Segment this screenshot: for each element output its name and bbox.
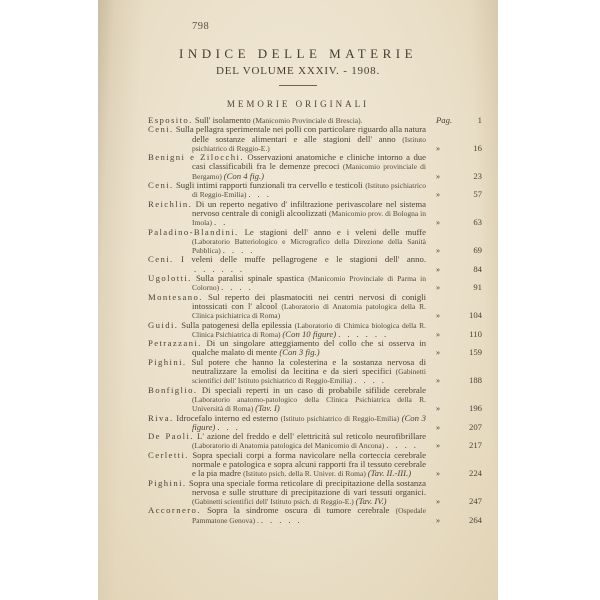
entry-author: Montesano. — [148, 291, 203, 302]
toc-entry — [148, 451, 482, 479]
entry-segment-dots: ...... — [194, 263, 250, 274]
entry-segment-normal: L' azione del freddo e dell' elettricità sul reticolo neurofibrillare — [193, 431, 426, 442]
entry-title-text — [192, 385, 426, 414]
entry-title-text — [192, 338, 426, 357]
entry-ref-column — [436, 153, 482, 181]
entry-ref-column — [436, 358, 482, 386]
entry-segment-small: (Istituto psichiatrico di Reggio-E.) — [192, 134, 426, 153]
entry-segment-small: (Istituto psichiatrico di Reggio-Emilia) — [280, 413, 402, 423]
entry-page-number: 23 — [473, 170, 482, 181]
page-number: 798 — [192, 21, 210, 32]
entry-text — [148, 432, 426, 451]
entry-segment-normal: Osservazioni anatomiche e cliniche intorno a due casi classificabili fra le demenze precoci — [192, 152, 426, 172]
entry-ref-column — [436, 506, 482, 525]
entry-text — [148, 321, 426, 340]
entry-segment-small: (Laboratorio di Chimica biologica della R. Clinica Psichiatrica di Roma) — [192, 320, 426, 339]
entry-page-number: 69 — [473, 245, 482, 256]
entry-ref-column — [436, 451, 482, 479]
entry-ref-column — [436, 200, 482, 228]
entry-author: Riva. — [148, 412, 174, 423]
entry-page-number: 16 — [473, 142, 482, 153]
divider-rule — [279, 85, 317, 86]
entry-text — [148, 181, 426, 200]
entry-title-text — [192, 273, 426, 292]
entry-segment-small: (Manicomio prov. di Bologna in Imola) — [192, 208, 426, 228]
toc-entry — [148, 255, 482, 274]
entry-segment-dots: .... — [221, 282, 258, 293]
entry-segment-italic: (Con 4 fig.) — [223, 170, 265, 181]
entry-text — [148, 200, 426, 228]
entry-ref-mark: » — [436, 329, 440, 339]
index-title: INDICE DELLE MATERIE — [178, 46, 418, 61]
entry-page-number: 247 — [468, 496, 482, 507]
entry-ref-mark: Pag. — [436, 115, 453, 125]
entry-segment-italic: (Con 3 fig.) — [279, 347, 320, 358]
entry-page-number: 104 — [468, 310, 482, 321]
entry-segment-dots: ... — [217, 421, 245, 432]
entry-author: Esposito. — [148, 115, 193, 125]
section-heading: MEMORIE ORIGINALI — [226, 99, 370, 109]
entry-title-text — [178, 320, 426, 339]
entry-segment-normal: Di un singolare atteggiamento del collo che si osserva in qualche malato di mente — [192, 338, 426, 358]
entry-page-number: 1 — [477, 115, 482, 125]
entry-segment-normal: I veleni delle muffe pellagrogene e le stagioni dell' anno. — [173, 254, 426, 265]
toc-entry — [148, 321, 482, 340]
entry-segment-italic: (Con 10 figure) — [282, 328, 337, 339]
toc-entry — [148, 358, 482, 386]
entry-segment-normal: Sopra la sindrome oscura di tumore cerebrale — [200, 505, 396, 516]
entry-title-text — [192, 431, 426, 450]
entry-ref-column — [436, 432, 482, 451]
entry-segment-dots: .. — [214, 217, 233, 228]
entry-author: Ugolotti. — [148, 273, 192, 284]
entry-segment-normal: Idrocefalo interno ed esterno — [173, 412, 281, 423]
entry-title-text — [174, 254, 426, 273]
entry-segment-normal: Sulla pellagra sperimentale nei polli con particolare riguardo alla natura delle sostanze alimentari e alle stagioni dell' anno — [173, 124, 426, 144]
entry-text — [148, 414, 426, 433]
entry-ref-mark: » — [436, 283, 440, 293]
entry-author: Pighini. — [148, 477, 187, 488]
entry-segment-small: (Istituto psich. della R. Univer. di Roma) — [243, 469, 368, 479]
entry-page-number: 188 — [468, 375, 482, 386]
entry-page-number: 196 — [468, 403, 482, 414]
toc-entry — [148, 506, 482, 525]
entry-segment-normal: Sugli intimi rapporti funzionali tra cervello e testicoli — [173, 180, 366, 191]
toc-entry — [148, 181, 482, 200]
entry-text — [148, 358, 426, 386]
entry-segment-normal: Sulla patogenesi della epilessia — [178, 319, 295, 330]
entry-segment-dots: .... — [386, 440, 423, 451]
entry-author: Ceni. — [148, 180, 174, 191]
entry-page-number: 207 — [468, 421, 482, 432]
toc-entry — [148, 479, 482, 507]
entry-ref-mark: » — [436, 515, 440, 525]
entry-page-number: 57 — [473, 189, 482, 200]
entry-ref-mark: » — [436, 218, 440, 228]
entry-segment-italic: (Con 3 figure) — [192, 412, 426, 432]
entry-text — [148, 293, 426, 321]
entry-title-text — [192, 292, 426, 321]
entry-text — [148, 255, 426, 274]
entry-segment-small: (Laboratorio anatomo-patologico della Clinica Psichiatrica della R. Università di Roma) — [192, 394, 426, 414]
entry-segment-normal: Le stagioni dell' anno e i veleni delle muffe — [238, 226, 426, 237]
entry-title-text — [186, 478, 426, 507]
toc-entry — [148, 432, 482, 451]
entry-title-text — [174, 413, 426, 432]
entry-segment-normal: Di speciali reperti in un caso di probabile sifilide cerebrale — [197, 384, 426, 395]
entry-segment-dots: ..... — [260, 514, 307, 525]
entry-ref-column — [436, 125, 482, 153]
entry-segment-small: (Laboratorio Batteriologico e Micrografico della Direzione della Sanità Pubblica) — [192, 236, 426, 256]
entry-ref-column — [436, 321, 482, 340]
entry-ref-mark: » — [436, 422, 440, 432]
entry-ref-mark: » — [436, 469, 440, 479]
entry-text — [148, 386, 426, 414]
entry-page-number: 159 — [468, 347, 482, 358]
entry-segment-normal: Sull' isolamento — [192, 115, 253, 125]
entry-ref-column — [436, 181, 482, 200]
entry-segment-small: (Manicomio Provinciale di Brescia). — [252, 116, 363, 125]
entry-page-number: 91 — [473, 282, 482, 293]
entry-title-text — [174, 124, 426, 153]
toc-entry — [148, 414, 482, 433]
entry-author: Pighini. — [148, 356, 187, 367]
entry-page-number: 217 — [468, 440, 482, 451]
entry-segment-small: (Manicomio Provinciale di Parma in Colorno) — [192, 274, 426, 293]
entry-ref-mark: » — [436, 376, 440, 386]
entry-ref-mark: » — [436, 311, 440, 321]
entry-author: Ceni. — [148, 254, 174, 265]
entry-ref-column — [436, 255, 482, 274]
toc-entry — [148, 339, 482, 358]
entry-segment-small: (Laboratorio di Anatomia patologica della R. Clinica psichiatrica di Roma) — [192, 301, 426, 321]
entry-title-text — [174, 180, 426, 199]
toc-entry — [148, 293, 482, 321]
entry-segment-normal: Sopra una speciale forma reticolare di precipitazione della sostanza nervosa e sulle strutture di precipitazione di vari tessuti organici. — [186, 477, 426, 497]
entry-ref-column — [436, 293, 482, 321]
entry-segment-small: (Gabinetti scientifici dell' Istituto psich. di Reggio-E.) — [192, 497, 356, 507]
entry-author: Petrazzani. — [148, 338, 202, 349]
entry-ref-column — [436, 386, 482, 414]
volume-subtitle: DEL VOLUME XXXIV. - 1908. — [215, 65, 380, 77]
entry-segment-dots: .... — [222, 245, 260, 256]
entry-segment-dots: .... — [354, 375, 391, 386]
entry-ref-column — [436, 414, 482, 433]
entry-ref-mark: » — [436, 441, 440, 451]
entry-author: Reichlin. — [148, 198, 193, 209]
page-header — [98, 0, 498, 109]
toc-entry — [148, 125, 482, 153]
entry-title-text — [192, 505, 426, 524]
toc-entry — [148, 200, 482, 228]
entry-title-text — [189, 450, 426, 479]
entry-segment-italic: (Tav. IV.) — [355, 496, 387, 507]
entry-title-text — [192, 199, 426, 228]
toc-entry — [148, 274, 482, 293]
toc-entry — [148, 153, 482, 181]
scanned-page — [98, 0, 498, 600]
entry-ref-mark: » — [436, 264, 440, 274]
entry-segment-normal: Sulla paralisi spinale spastica — [191, 273, 309, 284]
entry-ref-mark: » — [436, 246, 440, 256]
entry-segment-normal: Di un reperto negativo d' infiltrazione perivascolare nel sistema nervoso centrale di conigli alcoolizzati — [192, 198, 426, 218]
entry-ref-column — [436, 479, 482, 507]
entry-text — [148, 228, 426, 256]
entry-author: Ceni. — [148, 124, 174, 135]
entry-author: Paladino-Blandini. — [148, 226, 239, 237]
entry-text — [148, 153, 426, 181]
entry-author: Benigni e Zilocchi. — [148, 152, 244, 163]
entry-segment-small: (Manicomio provinciale di Bergamo) — [192, 162, 426, 181]
entry-segment-italic: (Tav. II.-III.) — [367, 468, 412, 479]
toc-entry — [148, 386, 482, 414]
entry-segment-small: (Ospedale Pammatone Genova) . — [192, 506, 426, 525]
entry-page-number: 84 — [473, 263, 482, 274]
entry-author: Guidi. — [148, 319, 179, 330]
entry-segment-normal: Sul potere che hanno la colesterina e la sostanza nervosa di neutralizzare la emolisi da lecitina e da sieri specifici — [186, 356, 426, 377]
entry-ref-column — [436, 274, 482, 293]
entry-text — [148, 506, 426, 525]
entry-segment-normal: Sul reperto dei plasmatociti nei centri nervosi di conigli intossicati con l' alcool — [192, 291, 426, 311]
entry-ref-mark: » — [436, 348, 440, 358]
entry-text — [148, 451, 426, 479]
entry-text — [148, 274, 426, 293]
entry-segment-dots: ... — [248, 189, 276, 200]
entry-segment-normal: Sopra speciali corpi a forma navicolare nella corteccia cerebrale normale e patologica e sopra alcuni rapporti fra il tessuto cerebrale e la pia madre — [188, 449, 426, 479]
entry-ref-mark: » — [436, 497, 440, 507]
entry-ref-column — [436, 228, 482, 256]
entry-text — [148, 339, 426, 358]
entry-ref-mark: » — [436, 171, 440, 181]
entry-segment-small: (Laboratorio di Anatomia patologica del Manicomio di Ancona) — [192, 441, 385, 451]
entry-page-number: 63 — [473, 217, 482, 228]
entry-ref-mark: » — [436, 404, 440, 414]
entry-page-number: 110 — [469, 328, 482, 339]
entry-text — [148, 125, 426, 153]
entry-author: Cerletti. — [148, 449, 189, 460]
entry-author: Accornero. — [148, 505, 201, 516]
entry-segment-small: (Istituto psichiatrico di Reggio-Emilia) — [192, 181, 426, 200]
entry-segment-small: (Gabinetti scientifici dell' Istituto psichiatrico di Reggio-Emilia) — [192, 367, 426, 386]
entry-page-number: 224 — [468, 468, 482, 479]
entry-segment-dots: ...... — [338, 328, 394, 339]
entry-ref-mark: » — [436, 143, 440, 153]
toc-entry — [148, 228, 482, 256]
entry-author: De Paoli. — [148, 431, 194, 442]
toc-entries — [148, 116, 482, 525]
entry-ref-mark: » — [436, 190, 440, 200]
entry-ref-column — [436, 339, 482, 358]
entry-page-number: 264 — [468, 514, 482, 525]
entry-author: Bonfiglio. — [148, 384, 198, 395]
entry-title-text — [186, 357, 426, 386]
entry-ref-column — [436, 116, 482, 125]
entry-text — [148, 479, 426, 507]
entry-segment-italic: (Tav. I) — [255, 403, 280, 414]
